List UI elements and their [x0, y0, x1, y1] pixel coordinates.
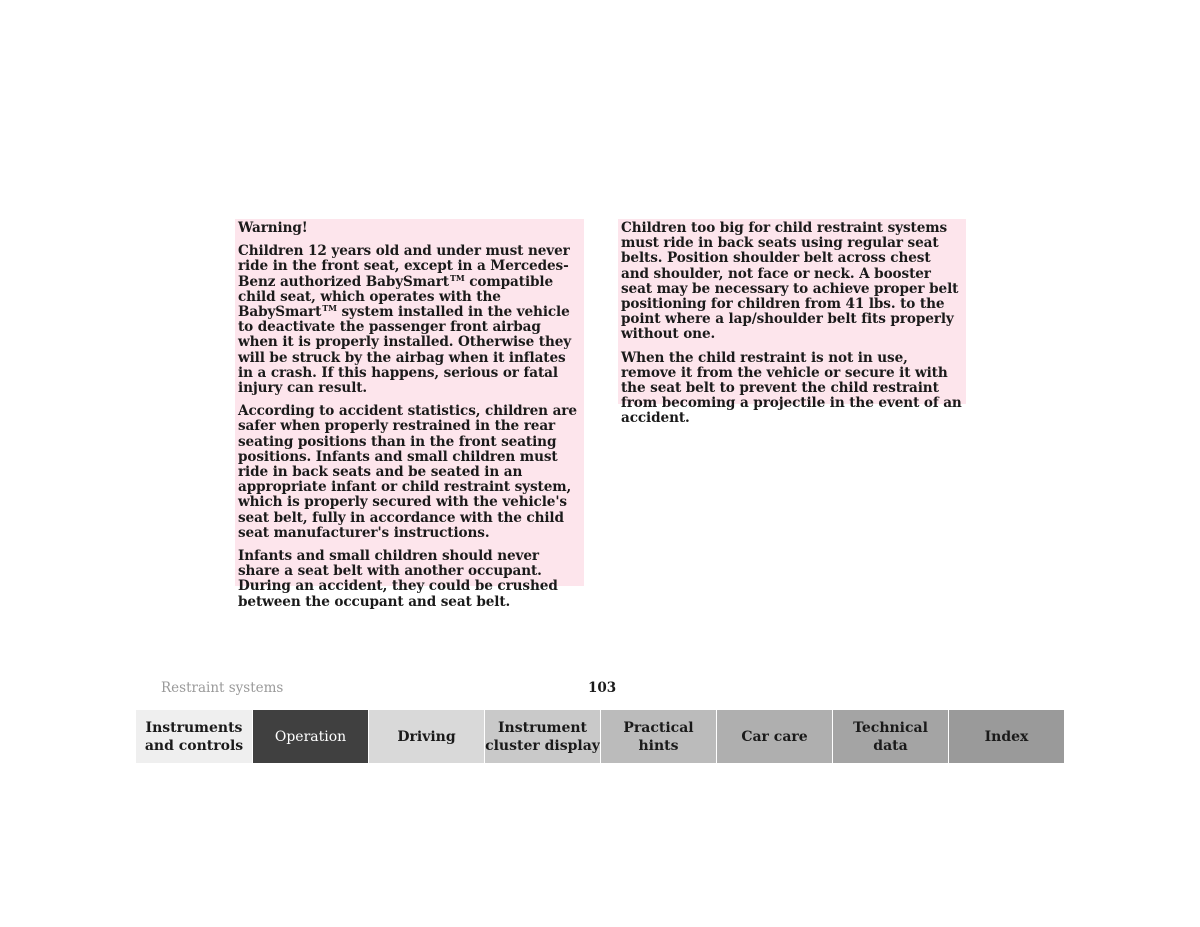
warning-heading: Warning! [238, 220, 308, 236]
warning-box-left [235, 219, 584, 610]
trademark-mark: TM [449, 272, 465, 283]
nav-tab-label [853, 719, 928, 755]
nav-tab-label [601, 719, 716, 755]
nav-tab-label [741, 728, 807, 746]
nav-tab-label-line: Instrument [498, 719, 587, 736]
warning-paragraph-regular-belts: Children too big for child restraint systems must ride in back seats using regular seat belts. Position shoulder belt across chest and shoulder, not face or neck. A booster seat may be necessary to achieve proper belt positioning for children from 41 lbs. to the point where a lap/shoulder belt fits properly without one. [621, 220, 959, 343]
nav-tab-driving[interactable] [368, 710, 484, 763]
warning-text-part: system installed in the vehicle to deactivate the passenger front airbag when it is properly installed. Otherwise they will be struck by the airbag when it inflates in a crash. If this happens, serious or fatal injury can result. [238, 304, 572, 397]
trademark-mark: TM [322, 303, 337, 314]
warning-box-right [618, 219, 966, 427]
nav-tab-practical-hints[interactable] [600, 710, 716, 763]
chapter-nav-bar [136, 710, 1064, 763]
nav-tab-label-line: Practical hints [623, 719, 694, 754]
nav-tab-label-line: Driving [397, 728, 456, 745]
nav-tab-label-line: Car care [741, 728, 808, 745]
nav-tab-label-line: Index [984, 728, 1029, 745]
nav-tab-label-line: and controls [144, 737, 244, 754]
warning-paragraph-shared-belt: Infants and small children should never share a seat belt with another occupant. During an accident, they could be crushed between the occupant and seat belt. [238, 548, 558, 610]
nav-tab-label [397, 728, 455, 746]
warning-paragraph-unused-restraint: When the child restraint is not in use, remove it from the vehicle or secure it with the seat belt to prevent the child restraint from becoming a projectile in the event of an accident. [621, 349, 962, 427]
nav-tab-label-line: Instruments [145, 719, 243, 736]
nav-tab-index[interactable] [948, 710, 1064, 763]
page-number: 103 [588, 680, 617, 696]
nav-tab-technical-data[interactable] [832, 710, 948, 763]
nav-tab-instruments-and-controls[interactable] [136, 710, 252, 763]
section-label: Restraint systems [161, 680, 284, 696]
warning-text-part: compatible child seat, which operates with the BabySmart [238, 273, 554, 321]
nav-tab-label [145, 719, 243, 755]
warning-paragraph-rear-seating: According to accident statistics, children are safer when properly restrained in the rear seating positions than in the front seating positions. Infants and small children must ride in back seats and be seated in an appropriate infant or child restraint system, which is properly secured with the vehicle's seat belt, fully in accordance with the child seat manufacturer's instructions. [238, 403, 577, 541]
nav-tab-label [985, 728, 1029, 746]
nav-tab-label [275, 728, 346, 746]
nav-tab-label-line: Technical [853, 719, 928, 736]
warning-text-part: Children 12 years old and under must never ride in the front seat, except in a Mercedes-Benz authorized BabySmart [238, 243, 570, 290]
nav-tab-label-line: data [873, 737, 908, 754]
nav-tab-label-line: Operation [274, 728, 347, 745]
nav-tab-instrument-cluster-display[interactable] [484, 710, 600, 763]
nav-tab-operation[interactable] [252, 710, 368, 763]
nav-tab-label-line: cluster display [485, 737, 600, 754]
nav-tab-car-care[interactable] [716, 710, 832, 763]
warning-paragraph-front-seat [238, 244, 580, 396]
nav-tab-label [485, 719, 600, 755]
